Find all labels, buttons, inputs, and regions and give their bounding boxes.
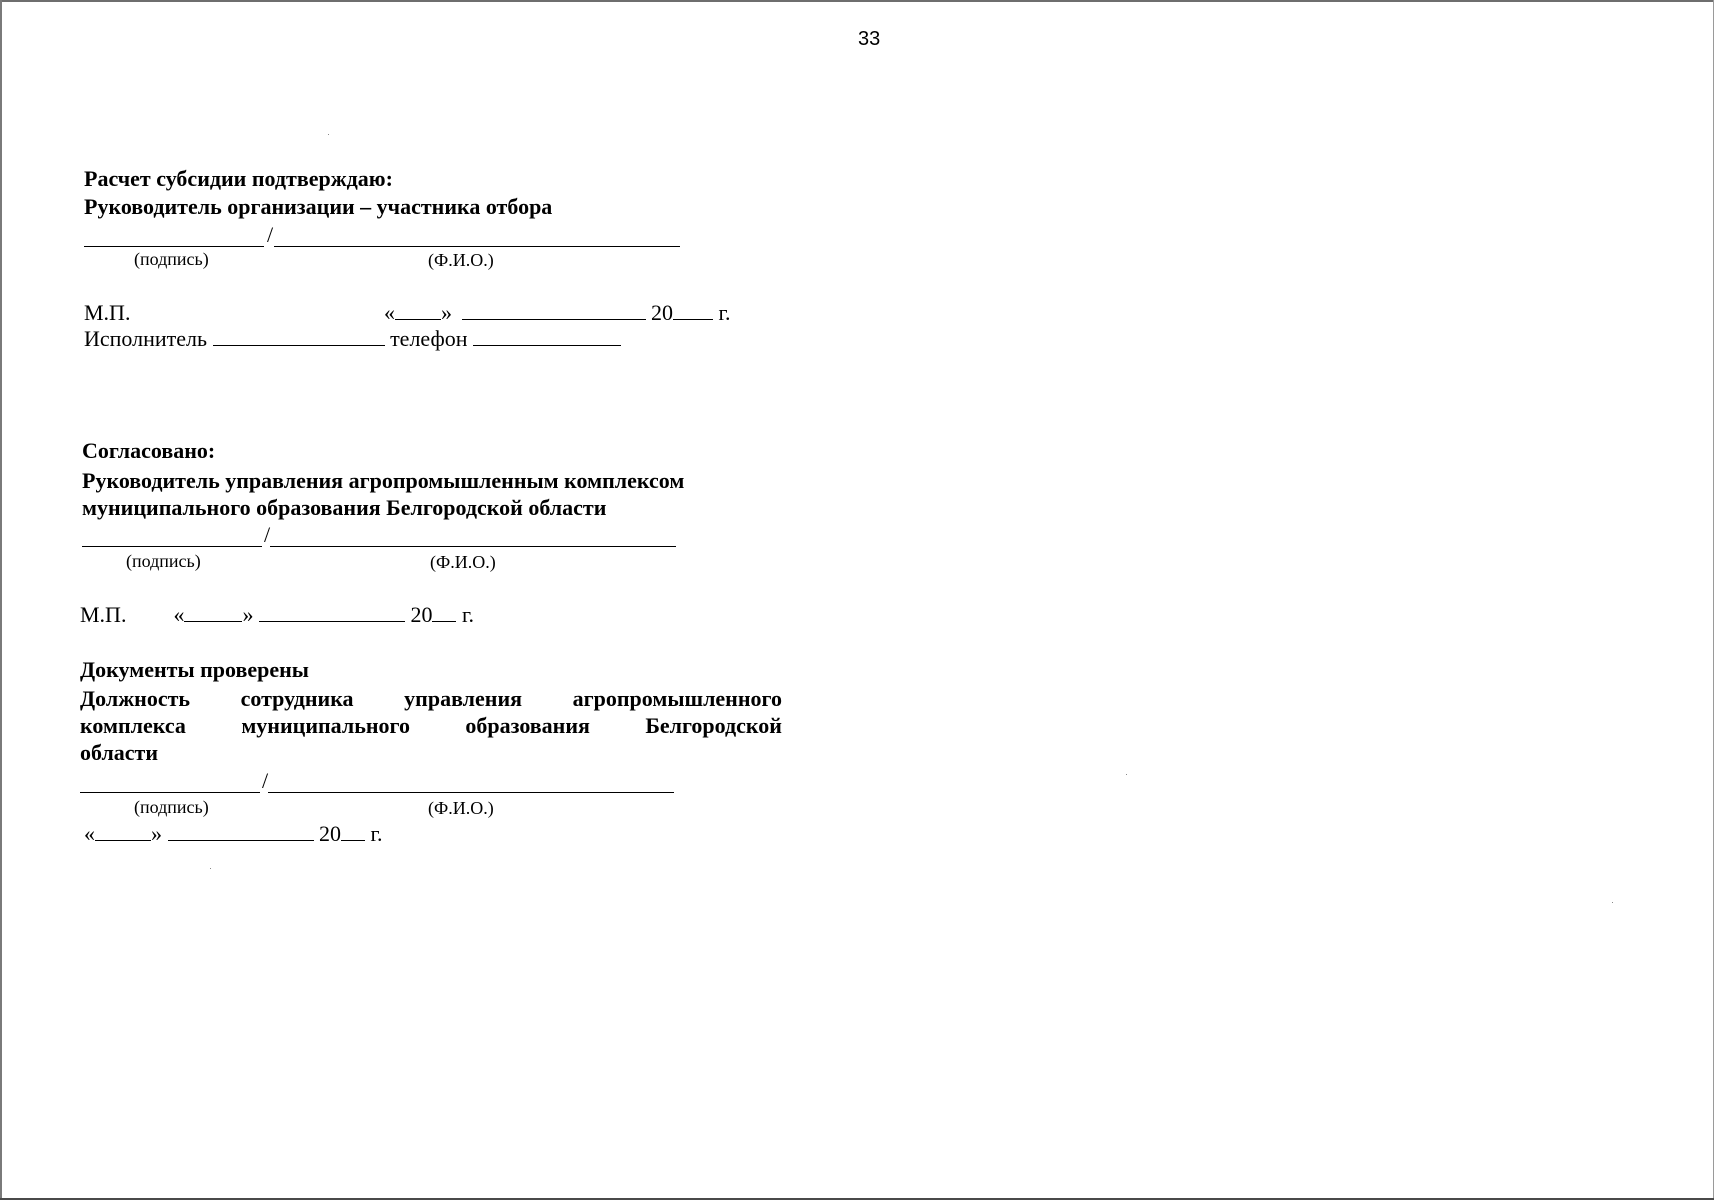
year-prefix: 20 [319,821,341,846]
month-blank[interactable] [168,822,314,841]
executor-row [84,326,621,352]
year-suffix: г. [370,821,383,846]
signature-line[interactable] [84,246,264,247]
signature-caption: (подпись) [126,551,201,571]
scan-speck [1126,774,1127,775]
signature-line[interactable] [80,792,260,793]
stamp-date-row [80,602,474,628]
page-number: 33 [858,28,881,50]
day-blank[interactable] [184,603,242,622]
word: муниципального [241,713,410,738]
section3-line1 [80,686,782,712]
scan-speck [328,134,329,135]
signature-line[interactable] [82,546,262,547]
name-line[interactable] [270,546,676,547]
year-blank[interactable] [673,301,713,320]
scan-border-left [0,0,2,1200]
date-open-quote: « [384,300,395,325]
word: сотрудника [240,686,354,711]
scan-border-top [0,0,1714,2]
stamp-label: М.П. [80,602,127,627]
year-suffix: г. [461,602,474,627]
signature-caption: (подпись) [134,249,209,269]
section2-heading: Согласовано: [82,438,216,463]
name-line[interactable] [274,246,680,247]
word: образования [465,713,590,738]
date-field [84,821,383,847]
date-field [384,300,731,326]
year-prefix: 20 [651,300,673,325]
section2-line2: муниципального образования Белгородской области [82,495,607,520]
signature-caption: (подпись) [134,797,209,817]
year-prefix: 20 [410,602,433,627]
executor-blank[interactable] [213,327,385,346]
month-blank[interactable] [462,301,646,320]
date-close-quote: » [151,821,162,846]
year-blank[interactable] [341,822,365,841]
word: агропромышленного [572,686,782,711]
name-caption: (Ф.И.О.) [430,552,496,572]
scan-speck [210,868,211,869]
name-caption: (Ф.И.О.) [428,798,494,818]
month-blank[interactable] [259,603,405,622]
date-open-quote: « [173,602,185,627]
scan-speck [1612,902,1613,903]
year-suffix: г. [718,300,731,325]
section3-heading: Документы проверены [80,657,309,682]
executor-label: Исполнитель [84,326,208,351]
section1-heading: Расчет субсидии подтверждаю: [84,166,393,191]
date-close-quote: » [242,602,254,627]
separator-slash: / [262,768,269,793]
year-blank[interactable] [432,603,456,622]
name-caption: (Ф.И.О.) [428,250,494,270]
phone-blank[interactable] [473,327,621,346]
section1-subheading: Руководитель организации – участника отбора [84,194,553,219]
day-blank[interactable] [395,301,441,320]
date-close-quote: » [441,300,452,325]
name-line[interactable] [268,792,674,793]
word: Должность [80,686,191,711]
separator-slash: / [267,222,274,247]
section2-line1: Руководитель управления агропромышленным комплексом [82,468,685,493]
day-blank[interactable] [95,822,151,841]
phone-label: телефон [390,326,468,351]
word: управления [404,686,523,711]
stamp-label: М.П. [84,300,131,325]
word: Белгородской [645,713,782,738]
word: комплекса [80,713,186,738]
date-open-quote: « [84,821,95,846]
separator-slash: / [264,522,271,547]
section3-line2 [80,713,782,739]
section3-line3: области [80,740,159,765]
